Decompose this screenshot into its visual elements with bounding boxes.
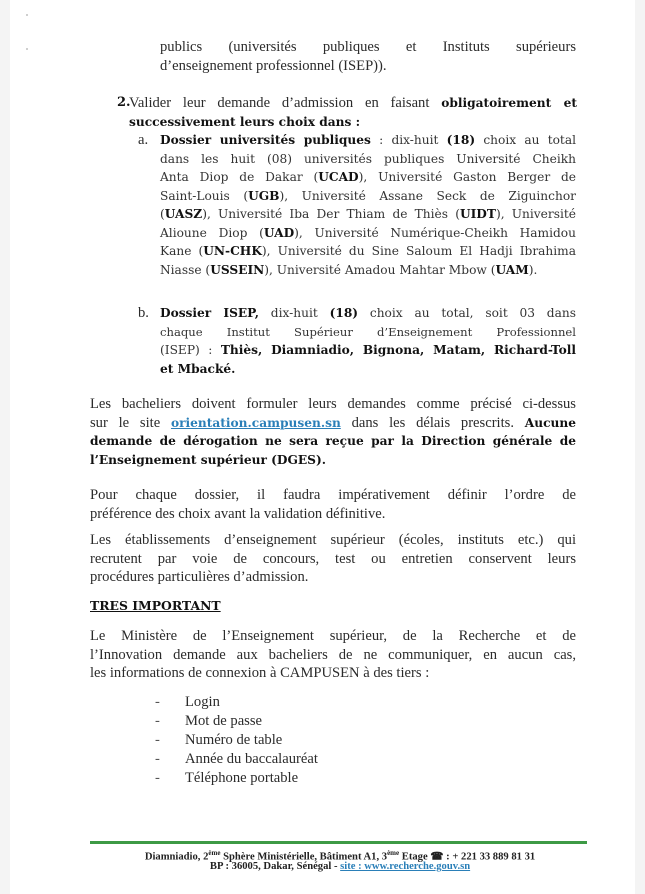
sub-b-line: (ISEP) : Thiès, Diamniadio, Bignona, Matam, Richard-Toll bbox=[160, 343, 576, 357]
paragraph-ministere bbox=[90, 627, 576, 683]
document-page bbox=[10, 0, 635, 894]
dash-bullet-icon: - bbox=[155, 732, 160, 748]
sub-a-line: (UASZ), Université Iba Der Thiam de Thiès (UIDT), Université bbox=[160, 207, 576, 221]
paragraph-line: Les établissements d’enseignement supérieur (écoles, instituts etc.) qui bbox=[90, 532, 576, 548]
dash-bullet-icon: - bbox=[155, 770, 160, 786]
list-item-label: Mot de passe bbox=[185, 713, 263, 729]
paragraph-line: l’Enseignement supérieur (DGES). bbox=[90, 452, 326, 467]
paragraph-line: sur le site orientation.campusen.sn dans les délais prescrits. Aucune bbox=[90, 414, 576, 431]
paragraph-line: Les bacheliers doivent formuler leurs demandes comme précisé ci-dessus bbox=[90, 396, 576, 412]
list-item bbox=[155, 712, 455, 731]
paragraph-line: Pour chaque dossier, il faudra impérativement définir l’ordre de bbox=[90, 487, 576, 503]
dash-bullet-icon: - bbox=[155, 694, 160, 710]
sub-b-line: Dossier ISEP, dix-huit (18) choix au total, soit 03 dans bbox=[160, 306, 576, 320]
list-item bbox=[155, 769, 455, 788]
intro-line: d’enseignement professionnel (ISEP)). bbox=[160, 57, 387, 74]
paragraph-bacheliers bbox=[90, 395, 576, 469]
list-item-label: Numéro de table bbox=[185, 732, 283, 748]
sub-item-a-text bbox=[160, 131, 576, 279]
paragraph-line: demande de dérogation ne sera reçue par la Direction générale de bbox=[90, 434, 576, 448]
credentials-list bbox=[155, 693, 455, 788]
sub-a-line: Niasse (USSEIN), Université Amadou Mahtar Mbow (UAM). bbox=[160, 262, 538, 277]
list-item-label: Année du baccalauréat bbox=[185, 751, 318, 767]
footer-rule bbox=[90, 841, 587, 844]
dash-bullet-icon: - bbox=[155, 751, 160, 767]
phone-icon: ☎ bbox=[430, 851, 444, 863]
paragraph-etablissements bbox=[90, 531, 576, 587]
paragraph-line: l’Innovation demande aux bacheliers de ne communiquer, en aucun cas, bbox=[90, 646, 576, 663]
sub-b-line: et Mbacké. bbox=[160, 361, 236, 376]
item-2-line: Valider leur demande d’admission en faisant obligatoirement et bbox=[129, 95, 577, 111]
orientation-link[interactable]: orientation.campusen.sn bbox=[170, 415, 341, 430]
sub-a-line: Anta Diop de Dakar (UCAD), Université Gaston Berger de bbox=[160, 170, 576, 184]
paragraph-line: recrutent par voie de concours, test ou entretien conservent leurs bbox=[90, 550, 576, 567]
list-item-label: Login bbox=[185, 694, 220, 710]
list-item bbox=[155, 731, 455, 750]
sub-item-marker: a. bbox=[138, 132, 149, 148]
item-number: 2. bbox=[117, 95, 131, 110]
footer-site-link[interactable]: site : www.recherche.gouv.sn bbox=[340, 861, 471, 872]
sub-item-marker: b. bbox=[138, 305, 149, 321]
sub-a-line: dans les huit (08) universités publiques Université Cheikh bbox=[160, 151, 576, 166]
sub-b-line: chaque Institut Supérieur d’Enseignement Professionnel bbox=[160, 324, 576, 339]
sub-a-line: Kane (UN-CHK), Université du Sine Saloum El Hadji Ibrahima bbox=[160, 244, 576, 258]
paragraph-line: préférence des choix avant la validation définitive. bbox=[90, 505, 386, 522]
paragraph-line: les informations de connexion à CAMPUSEN à des tiers : bbox=[90, 665, 430, 681]
dash-bullet-icon: - bbox=[155, 713, 160, 729]
list-item bbox=[155, 750, 455, 769]
paragraph-line: procédures particulières d’admission. bbox=[90, 569, 309, 585]
paragraph-line: Le Ministère de l’Enseignement supérieur, de la Recherche et de bbox=[90, 628, 576, 644]
intro-line: publics (universités publiques et Instituts supérieurs bbox=[160, 39, 576, 55]
scan-speck bbox=[26, 48, 28, 50]
sub-a-line: Alioune Diop (UAD), Université Numérique-Cheikh Hamidou bbox=[160, 225, 576, 240]
footer-contact: BP : 36005, Dakar, Sénégal - site : www.recherche.gouv.sn bbox=[209, 861, 471, 872]
sub-a-line: Dossier universités publiques : dix-huit (18) choix au total bbox=[160, 133, 576, 147]
list-item bbox=[155, 693, 455, 712]
important-heading: TRES IMPORTANT bbox=[90, 598, 221, 613]
intro-paragraph bbox=[160, 38, 576, 75]
sub-a-line: Saint-Louis (UGB), Université Assane Seck de Ziguinchor bbox=[160, 188, 576, 203]
paragraph-ordre bbox=[90, 486, 576, 523]
footer-address: Diamniadio, 2ème Sphère Ministérielle, Bâtiment A1, 3ème Etage ☎ : + 221 33 889 81 31 bbox=[144, 849, 536, 863]
item-2-line: successivement leurs choix dans : bbox=[129, 114, 361, 129]
scan-speck bbox=[26, 14, 28, 16]
list-item-label: Téléphone portable bbox=[185, 770, 299, 786]
